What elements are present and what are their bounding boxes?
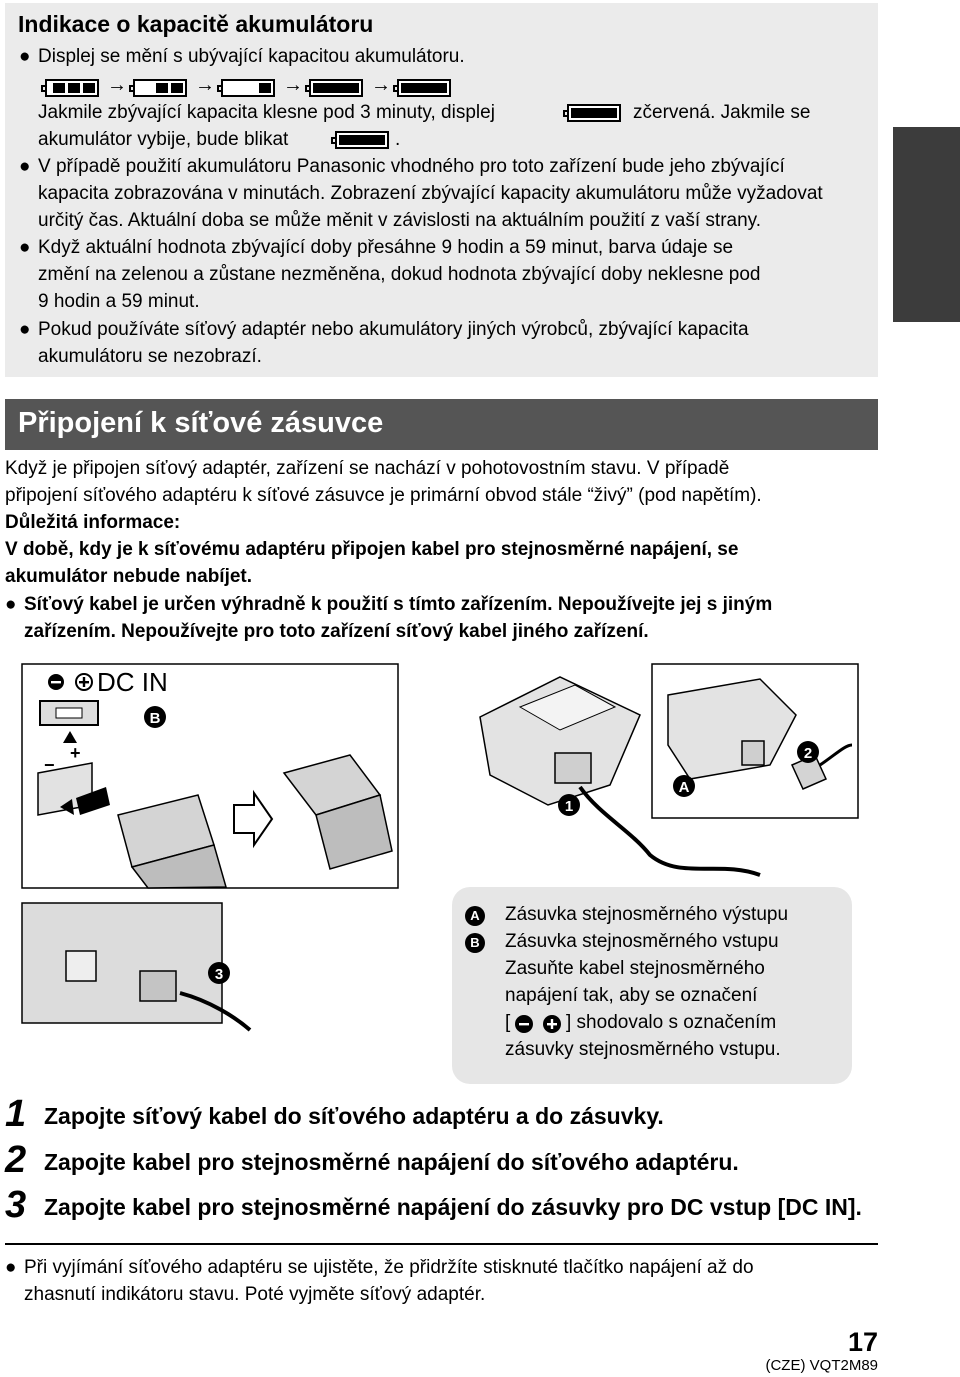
camera-body: [22, 903, 222, 1023]
section-heading-bar: [5, 399, 878, 450]
sequence-arrow-icon: →: [195, 74, 215, 96]
battery-icon: [133, 79, 187, 97]
sequence-arrow-icon: →: [283, 74, 303, 96]
bullet: ●: [19, 237, 31, 258]
bullet: ●: [19, 156, 31, 177]
sequence-arrow-icon: →: [371, 74, 391, 96]
bullet-text-2c: určitý čas. Aktuální doba se může měnit v závislosti na aktuálním použití z vaší strany.: [38, 210, 762, 231]
important-label: Důležitá informace:: [5, 512, 181, 533]
battery-icon: [397, 79, 451, 97]
bullet: ●: [5, 594, 17, 615]
battery-icon-empty: [335, 131, 389, 149]
dc-out-socket: [742, 741, 764, 765]
bullet: ●: [19, 46, 31, 67]
battery-icon: [45, 79, 99, 97]
bullet-text-3a: Když aktuální hodnota zbývající doby přesáhne 9 hodin a 59 minut, barva údaje se: [38, 237, 734, 258]
section-heading: Připojení k síťové zásuvce: [18, 407, 384, 439]
chapter-side-tab: [893, 127, 960, 322]
page-number: 17: [847, 1327, 878, 1357]
divider-rule: [5, 1243, 878, 1245]
camera-dc-in-socket: [140, 971, 176, 1001]
legend-b-line-4-post: ] shodovalo s označením: [566, 1012, 777, 1033]
adapter-ac-inlet: [555, 753, 591, 783]
bullet: ●: [5, 1257, 17, 1278]
dc-in-label: DC IN: [97, 667, 168, 697]
battery-box-title: Indikace o kapacitě akumulátoru: [18, 11, 374, 37]
doc-code: (CZE) VQT2M89: [765, 1357, 878, 1374]
svg-text:−: −: [44, 755, 55, 775]
legend-b-line-3: napájení tak, aby se označení: [505, 985, 758, 1006]
bullet-text-2b: kapacita zobrazována v minutách. Zobrazení zbývající kapacity akumulátoru může vyžadovat: [38, 183, 823, 204]
warning-line-2: zařízením. Nepoužívejte pro toto zařízení síťový kabel jiného zařízení.: [24, 621, 649, 642]
intro-line-1: Když je připojen síťový adaptér, zařízení se nachází v pohotovostním stavu. V případě: [5, 458, 730, 479]
bullet-text-1-line3: akumulátor vybije, bude blikat: [38, 129, 289, 150]
note-line-1: Při vyjímání síťového adaptéru se ujistěte, že přidržíte stisknuté tlačítko napájení až do: [24, 1257, 754, 1278]
bullet-text-1-line2b: zčervená. Jakmile se: [633, 102, 811, 123]
battery-icon: [221, 79, 275, 97]
warning-line-1: Síťový kabel je určen výhradně k použití s tímto zařízením. Nepoužívejte jej s jiným: [24, 594, 773, 615]
step-1-text: Zapojte síťový kabel do síťového adaptéru a do zásuvky.: [44, 1103, 664, 1129]
svg-text:1: 1: [564, 798, 574, 815]
step-2-text: Zapojte kabel pro stejnosměrné napájení do síťového adaptéru.: [44, 1149, 739, 1175]
badge-a-icon: A: [465, 906, 485, 926]
battery-indicator-box: [5, 3, 878, 377]
battery-icon: [309, 79, 363, 97]
bullet-text-3b: změní na zelenou a zůstane nezměněna, dokud hodnota zbývající doby neklesne pod: [38, 264, 761, 285]
bullet-text-1: Displej se mění s ubývající kapacitou akumulátoru.: [38, 46, 465, 67]
legend-b-line-2: Zasuňte kabel stejnosměrného: [505, 958, 765, 979]
step-3-text: Zapojte kabel pro stejnosměrné napájení do zásuvky pro DC vstup [DC IN].: [44, 1194, 862, 1220]
important-line-1: V době, kdy je k síťovému adaptéru připojen kabel pro stejnosměrné napájení, se: [5, 539, 739, 560]
bullet-text-1-line2a: Jakmile zbývající kapacita klesne pod 3 minuty, displej: [38, 102, 495, 123]
step-2-number: 2: [5, 1139, 27, 1181]
bullet-text-4b: akumulátoru se nezobrazí.: [38, 346, 262, 367]
legend-callout: [452, 887, 852, 1084]
legend-b-line-4-pre: [: [505, 1012, 511, 1033]
legend-b-line-1: Zásuvka stejnosměrného vstupu: [505, 931, 779, 952]
svg-text:3: 3: [214, 966, 224, 983]
battery-icon-low: [567, 104, 621, 122]
note-line-2: zhasnutí indikátoru stavu. Poté vyjměte síťový adaptér.: [24, 1284, 486, 1305]
important-line-2: akumulátor nebude nabíjet.: [5, 566, 253, 587]
period: .: [395, 129, 401, 150]
svg-text:A: A: [678, 779, 690, 796]
legend-b-line-5: zásuvky stejnosměrného vstupu.: [505, 1039, 781, 1060]
sequence-arrow-icon: →: [107, 74, 127, 96]
bullet: ●: [19, 319, 31, 340]
svg-text:B: B: [149, 710, 161, 727]
intro-line-2: připojení síťového adaptéru k síťové zásuvce je primární obvod stále “živý” (pod napětím).: [5, 485, 762, 506]
svg-text:+: +: [70, 743, 81, 763]
svg-text:2: 2: [803, 745, 813, 762]
badge-b-icon: B: [465, 933, 485, 953]
legend-a-text: Zásuvka stejnosměrného výstupu: [505, 904, 789, 925]
step-1-number: 1: [5, 1093, 27, 1135]
bullet-text-4a: Pokud používáte síťový adaptér nebo akumulátory jiných výrobců, zbývající kapacita: [38, 319, 749, 340]
bullet-text-2a: V případě použití akumulátoru Panasonic vhodného pro toto zařízení bude jeho zbývající: [38, 156, 785, 177]
bullet-text-3c: 9 hodin a 59 minut.: [38, 291, 200, 312]
step-3-number: 3: [5, 1184, 27, 1226]
polarity-symbol-icon: [514, 1013, 566, 1035]
